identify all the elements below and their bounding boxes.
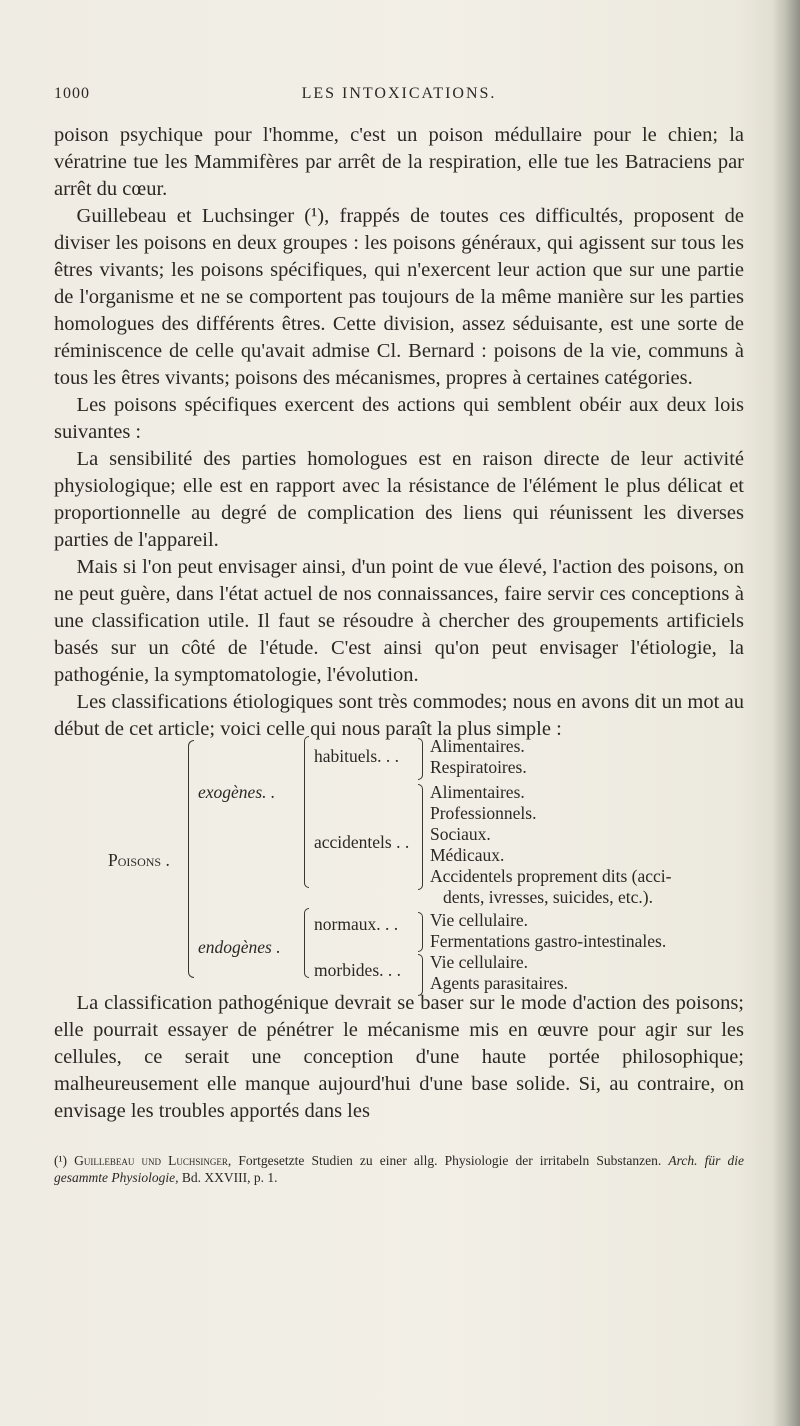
running-title: LES INTOXICATIONS.	[301, 85, 497, 102]
paragraph: Guillebeau et Luchsinger (¹), frappés de toutes ces difficultés, proposent de diviser les poisons en deux groupes : les poisons généraux, qui agissent sur tous les êtres vivants; les poisons spécifiques, qui n'exercent leur action que sur une partie de l'organisme et ne se comportent pas toujours de la même manière sur les parties homologues des différents êtres. Cette division, assez séduisante, est une sorte de réminiscence de celle qu'avait admise Cl. Bernard : poisons de la vie, communs à tous les êtres vivants; poisons des mécanismes, propres à certaines catégories.	[54, 205, 744, 389]
footnote-marker: (¹)	[54, 1153, 68, 1168]
class-root: Poisons .	[108, 850, 170, 870]
normaux-brace	[418, 912, 423, 952]
accidentels-brace	[418, 784, 423, 890]
class-normaux: normaux. . .	[314, 914, 399, 934]
class-morbides: morbides. . .	[314, 960, 402, 980]
accidentels-item: Accidentels proprement dits (acci-	[430, 866, 672, 886]
footnote-text: Fortgesetzte Studien zu einer allg. Physiologie der irritabeln Substanzen.	[238, 1153, 662, 1168]
paragraph: Mais si l'on peut envisager ainsi, d'un point de vue élevé, l'action des poisons, on ne peut guère, dans l'état actuel de nos connaissances, faire servir ces conceptions à une classification utile. Il faut se résoudre à chercher des groupements artificiels basés sur un côté de l'étude. C'est ainsi qu'on peut envisager l'étiologie, la pathogénie, la symptomatologie, l'évolution.	[54, 556, 744, 686]
closing-text	[54, 990, 744, 1125]
footnote	[54, 1152, 744, 1186]
paragraph: La sensibilité des parties homologues est en raison directe de leur activité physiologique; elle est en rapport avec la résistance de l'élément le plus délicat et proportionnelle au degré de complication des liens qui réunissent les diverses parties de l'appareil.	[54, 448, 744, 551]
class-endogenes: endogènes .	[198, 937, 281, 957]
endogenes-brace	[304, 908, 309, 978]
classification-table	[108, 732, 748, 993]
accidentels-item: dents, ivresses, suicides, etc.).	[443, 887, 653, 907]
morbides-item: Agents parasitaires.	[430, 973, 569, 993]
class-habituels: habituels. . .	[314, 746, 400, 766]
normaux-item: Fermentations gastro-intestinales.	[430, 931, 667, 951]
habituels-item: Alimentaires.	[430, 736, 525, 756]
footnote-ref: Bd. XXVIII, p. 1.	[181, 1170, 278, 1185]
accidentels-item: Médicaux.	[430, 845, 505, 865]
class-exogenes: exogènes. .	[198, 782, 276, 802]
footnote-authors: Guillebeau und Luchsinger,	[74, 1153, 232, 1168]
paragraph: Les poisons spécifiques exercent des actions qui semblent obéir aux deux lois suivantes :	[54, 394, 744, 443]
accidentels-item: Professionnels.	[430, 803, 537, 823]
accidentels-item: Sociaux.	[430, 824, 491, 844]
habituels-item: Respiratoires.	[430, 757, 527, 777]
class-accidentels: accidentels . .	[314, 832, 410, 852]
page-number: 1000	[54, 85, 90, 102]
root-brace	[188, 740, 194, 978]
morbides-item: Vie cellulaire.	[430, 952, 529, 972]
paragraph: Les classifications étiologiques sont très commodes; nous en avons dit un mot au début de cet article; voici celle qui nous paraît la plus simple :	[54, 691, 744, 740]
main-text	[54, 122, 744, 743]
paragraph: La classification pathogénique devrait se baser sur le mode d'action des poisons; elle pourrait essayer de pénétrer le mécanisme mis en œuvre pour agir sur les cellules, ce serait une conception d'une haute portée philosophique; malheureusement elle manque aujourd'hui d'une base solide. Si, au contraire, on envisage les troubles apportés dans les	[54, 992, 744, 1122]
page-edge-shadow	[772, 0, 800, 1426]
running-header	[54, 85, 744, 109]
exogenes-brace	[304, 736, 309, 888]
accidentels-item: Alimentaires.	[430, 782, 525, 802]
paragraph: poison psychique pour l'homme, c'est un poison médullaire pour le chien; la vératrine tue les Mammifères par arrêt de la respiration, elle tue les Batraciens par arrêt du cœur.	[54, 124, 744, 200]
normaux-item: Vie cellulaire.	[430, 910, 529, 930]
footnote-journal: Arch. für die gesammte Physiologie,	[54, 1153, 745, 1185]
habituels-brace	[418, 738, 423, 780]
